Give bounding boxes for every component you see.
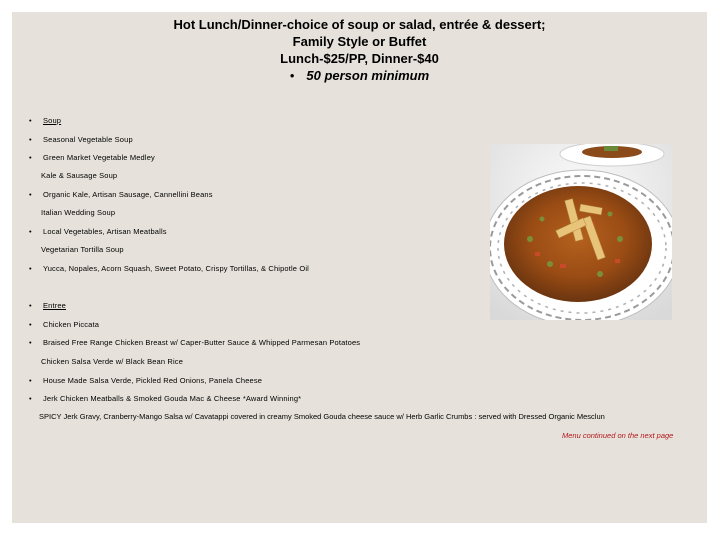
header-line-2: Family Style or Buffet (292, 34, 427, 49)
soup-bowl-image (490, 144, 672, 320)
entree-item-2: Braised Free Range Chicken Breast w/ Caper-Butter Sauce & Whipped Parmesan Potatoes (43, 338, 361, 347)
soup-item-4: Local Vegetables, Artisan Meatballs (43, 227, 167, 236)
bullet: • (29, 301, 32, 310)
entree-item-4: Jerk Chicken Meatballs & Smoked Gouda Mac & Cheese *Award Winning* (43, 394, 302, 403)
entree-heading: Entree (43, 301, 66, 310)
bullet: • (29, 153, 32, 162)
header-bullet: • (289, 68, 295, 83)
soup-item-4-title: Italian Wedding Soup (41, 208, 116, 217)
bullet: • (29, 394, 32, 403)
bullet: • (29, 376, 32, 385)
soup-item-5-title: Vegetarian Tortilla Soup (41, 245, 124, 254)
bullet: • (29, 116, 32, 125)
soup-item-5: Yucca, Nopales, Acorn Squash, Sweet Potato, Crispy Tortillas, & Chipotle Oil (43, 264, 309, 273)
bullet: • (29, 264, 32, 273)
soup-photo (490, 144, 672, 320)
minimum-text: 50 person minimum (306, 68, 430, 83)
bullet: • (29, 135, 32, 144)
soup-item-3: Organic Kale, Artisan Sausage, Cannellini Beans (43, 190, 213, 199)
entree-item-3: House Made Salsa Verde, Pickled Red Onions, Panela Cheese (43, 376, 263, 385)
bullet: • (29, 227, 32, 236)
header-line-1: Hot Lunch/Dinner-choice of soup or salad, entrée & dessert; (173, 17, 546, 32)
bullet: • (29, 320, 32, 329)
bullet: • (29, 190, 32, 199)
header-line-4 (12, 67, 707, 84)
entree-item-4-description: SPICY Jerk Gravy, Cranberry-Mango Salsa w/ Cavatappi covered in creamy Smoked Gouda cheese sauce w/ Herb Garlic Crumbs : served with Dressed Organic Mesclun (39, 412, 605, 421)
soup-item-1: Seasonal Vegetable Soup (43, 135, 133, 144)
header-line-3: Lunch-$25/PP, Dinner-$40 (280, 51, 439, 66)
menu-header (12, 16, 707, 84)
soup-item-3-title: Kale & Sausage Soup (41, 171, 118, 180)
bullet: • (29, 338, 32, 347)
continued-note: Menu continued on the next page (562, 431, 674, 440)
soup-item-2: Green Market Vegetable Medley (43, 153, 155, 162)
soup-heading: Soup (43, 116, 62, 125)
entree-item-1: Chicken Piccata (43, 320, 100, 329)
menu-slide (12, 12, 707, 523)
entree-item-3-title: Chicken Salsa Verde w/ Black Bean Rice (41, 357, 184, 366)
